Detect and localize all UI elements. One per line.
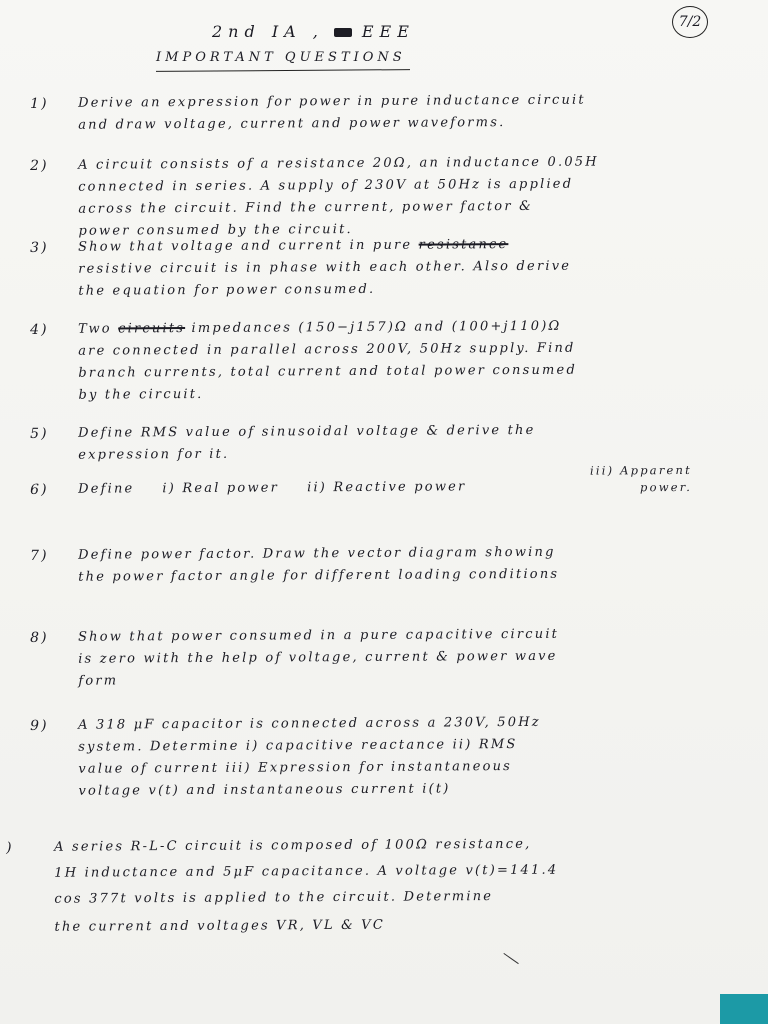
question-number: 8) [30,629,49,646]
question-text: Show that voltage and current in pure [77,237,413,255]
question-line: Derive an expression for power in pure inductance circuit [77,92,586,111]
question-line: Show that power consumed in a pure capacitive circuit [77,626,560,645]
question-number: ) [6,839,14,856]
question-text: Two [77,321,112,337]
page-subtitle [156,50,406,65]
question-item: power. [639,479,693,495]
struck-word: circuits [118,321,186,337]
page-title [212,22,415,41]
question-item: i) Real power [162,480,280,497]
question-line: the current and voltages VR, VL & VC [54,917,386,935]
question-line: connected in series. A supply of 230V at 50Hz is applied [78,176,574,195]
question-line: cos 377t volts is applied to the circuit. Determine [54,889,494,907]
question-line: power consumed by the circuit. [78,222,353,239]
question-number: 9) [30,717,49,734]
background-edge [720,994,768,1024]
stray-pen-mark [503,953,519,964]
question-line: value of current iii) Expression for instantaneous [78,759,513,777]
question-line: system. Determine i) capacitive reactance ii) RMS [78,737,518,755]
question-number: 2) [30,157,49,174]
question-number: 6) [30,481,49,498]
question-5 [30,422,720,463]
ink-blot [334,28,352,37]
question-line: A 318 μF capacitor is connected across a 230V, 50Hz [77,714,541,733]
title-left: 2nd IA , [212,22,324,41]
question-number: 3) [30,239,49,256]
question-line: the power factor angle for different loading conditions [78,566,560,585]
question-text: impedances (150−j157)Ω and (100+j110)Ω [191,318,562,337]
question-number: 4) [30,321,49,338]
question-line: Define RMS value of sinusoidal voltage & derive the [77,422,536,441]
question-line: the equation for power consumed. [78,281,376,299]
question-text: Define [77,481,135,497]
question-line: is zero with the help of voltage, current & power wave [78,648,558,667]
question-line: 1H inductance and 5μF capacitance. A voltage v(t)=141.4 [54,862,559,881]
question-line [78,319,561,337]
question-line: expression for it. [78,446,230,463]
question-line [78,479,466,496]
subtitle-text: IMPORTANT QUESTIONS [156,50,406,65]
question-line: A circuit consists of a resistance 20Ω, an inductance 0.05H [77,154,599,173]
question-item: iii) Apparent [589,462,692,478]
page-number-circle: 7/2 [672,6,708,38]
question-number: 7) [30,547,49,564]
question-10 [6,836,696,935]
question-6 [30,462,720,498]
question-line: resistive circuit is in phase with each other. Also derive [78,258,572,277]
subtitle-underline [156,69,410,72]
question-8 [30,626,720,689]
question-line: form [78,673,119,689]
question-line: and draw voltage, current and power waveforms. [78,115,506,133]
question-number: 5) [30,425,49,442]
title-right: EEE [361,22,415,41]
question-7 [30,544,720,585]
struck-word: resistance [418,237,509,253]
question-line: branch currents, total current and total power consumed [78,362,578,381]
question-2 [30,154,720,239]
question-line: A series R-L-C circuit is composed of 100Ω resistance, [53,836,532,855]
question-line: are connected in parallel across 200V, 50Hz supply. Find [78,340,576,359]
question-number: 1) [30,95,49,112]
question-line: by the circuit. [78,386,204,403]
question-item-apparent-power [590,462,692,497]
question-line: voltage v(t) and instantaneous current i(t) [78,781,451,799]
question-item: ii) Reactive power [307,479,467,496]
question-line [78,237,508,255]
question-1 [30,92,720,133]
question-line: across the circuit. Find the current, power factor & [78,198,533,217]
question-line: Define power factor. Draw the vector diagram showing [77,544,556,563]
question-4 [30,318,720,403]
question-9 [30,714,720,799]
